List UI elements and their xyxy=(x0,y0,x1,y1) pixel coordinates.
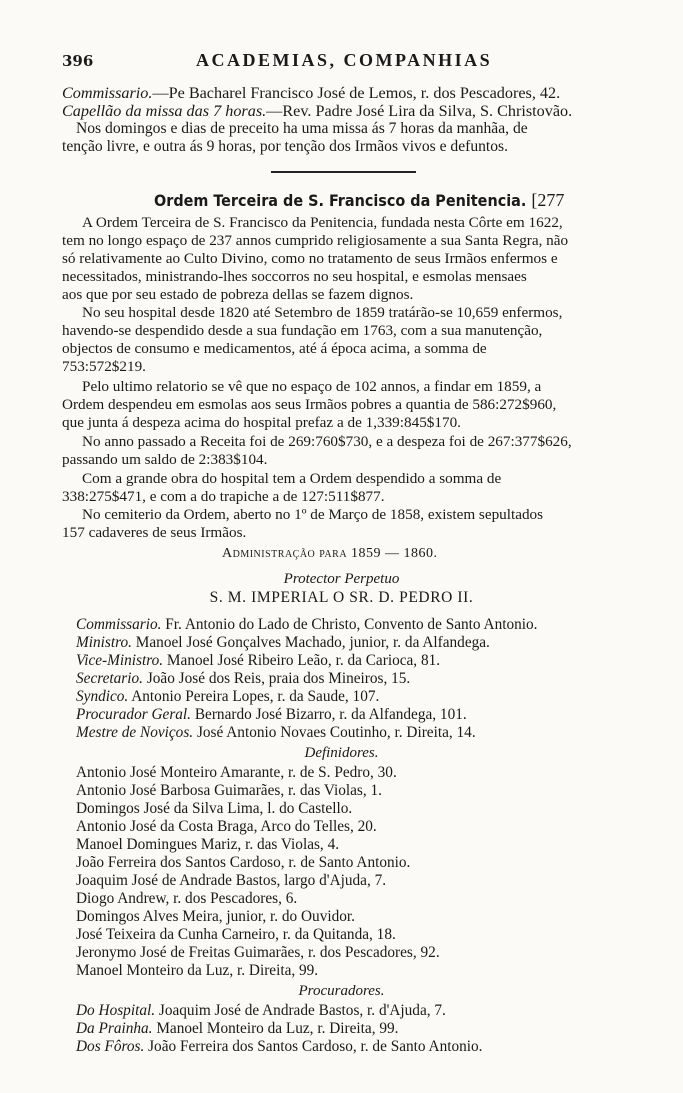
definidor-entry: Antonio José Barbosa Guimarães, r. das Violas, 1. xyxy=(76,782,382,799)
page-number: 396 xyxy=(62,52,94,70)
officer-entry: Commissario. Fr. Antonio do Lado de Christo, Convento de Santo Antonio. xyxy=(76,616,538,633)
definidor-entry: Domingos José da Silva Lima, l. do Castello. xyxy=(76,800,353,817)
procurador-entry: Do Hospital. Joaquim José de Andrade Bastos, r. d'Ajuda, 7. xyxy=(76,1002,446,1019)
entry-role: Commissario. xyxy=(62,84,153,102)
paragraph-line: objectos de consumo e medicamentos, até á época acima, a somma de xyxy=(62,340,487,357)
officer-entry: Secretario. João José dos Reis, praia dos Mineiros, 15. xyxy=(76,670,411,687)
paragraph-line: tem no longo espaço de 237 annos cumprido religiosamente a sua Santa Regra, não xyxy=(62,232,569,249)
paragraph-line: 753:572$219. xyxy=(62,358,146,375)
section-heading xyxy=(154,190,564,211)
definidor-entry: José Teixeira da Cunha Carneiro, r. da Quitanda, 18. xyxy=(76,926,396,943)
definidor-entry: Manoel Domingues Mariz, r. das Violas, 4. xyxy=(76,836,340,853)
paragraph-line: A Ordem Terceira de S. Francisco da Penitencia, fundada nesta Côrte em 1622, xyxy=(82,214,563,231)
paragraph-line: 157 cadaveres de seus Irmãos. xyxy=(62,524,247,541)
top-entry xyxy=(62,84,560,102)
paragraph-line: só relativamente ao Culto Divino, como no tratamento de seus Irmãos enfermos e xyxy=(62,250,558,267)
definidor-entry: Manoel Monteiro da Luz, r. Direita, 99. xyxy=(76,962,319,979)
paragraph-line: tenção livre, e outra ás 9 horas, por tenção dos Irmãos vivos e defuntos. xyxy=(62,138,509,155)
officer-entry: Mestre de Noviços. José Antonio Novaes Coutinho, r. Direita, 14. xyxy=(76,724,476,741)
paragraph-line: aos que por seu estado de pobreza dellas se fazem dignos. xyxy=(62,286,414,303)
definidor-entry: Diogo Andrew, r. dos Pescadores, 6. xyxy=(76,890,298,907)
entry-role: Capellão da missa das 7 horas. xyxy=(62,102,267,120)
definidor-entry: Antonio José da Costa Braga, Arco do Telles, 20. xyxy=(76,818,377,835)
paragraph-line: Pelo ultimo relatorio se vê que no espaço de 102 annos, a findar em 1859, a xyxy=(82,378,542,395)
definidores-title: Definidores. xyxy=(304,745,379,761)
paragraph-line: Com a grande obra do hospital tem a Ordem despendido a somma de xyxy=(82,470,502,487)
entry-text: —Pe Bacharel Francisco José de Lemos, r. dos Pescadores, 42. xyxy=(152,84,561,102)
procuradores-title: Procuradores. xyxy=(298,983,385,999)
paragraph-line: que junta á despeza acima do hospital prefaz a de 1,339:845$170. xyxy=(62,414,461,431)
officer-entry: Vice-Ministro. Manoel José Ribeiro Leão, r. da Carioca, 81. xyxy=(76,652,441,669)
section-title: Ordem Terceira de S. Francisco da Penitencia. xyxy=(154,191,527,210)
paragraph-line: Ordem despendeu em esmolas aos seus Irmãos pobres a quantia de 586:272$960, xyxy=(62,396,557,413)
definidor-entry: Joaquim José de Andrade Bastos, largo d'Ajuda, 7. xyxy=(76,872,387,889)
protector-title: Protector Perpetuo xyxy=(283,571,400,587)
running-title: ACADEMIAS, COMPANHIAS xyxy=(196,50,493,70)
protector-name: S. M. IMPERIAL O SR. D. PEDRO II. xyxy=(209,589,474,606)
definidor-entry: João Ferreira dos Santos Cardoso, r. de Santo Antonio. xyxy=(76,854,411,871)
paragraph-line: necessitados, ministrando-lhes soccorros no seu hospital, e esmolas mensaes xyxy=(62,268,527,285)
section-number: [277 xyxy=(531,190,565,210)
officer-entry: Syndico. Antonio Pereira Lopes, r. da Saude, 107. xyxy=(76,688,380,705)
paragraph-line: havendo-se despendido desde a sua fundação em 1763, com a sua manutenção, xyxy=(62,322,543,339)
top-entry xyxy=(62,102,572,120)
paragraph-line: passando um saldo de 2:383$104. xyxy=(62,451,268,468)
paragraph-line: No seu hospital desde 1820 até Setembro de 1859 tratárão-se 10,659 enfermos, xyxy=(82,304,563,321)
procurador-entry: Da Prainha. Manoel Monteiro da Luz, r. Direita, 99. xyxy=(76,1020,399,1037)
officer-entry: Ministro. Manoel José Gonçalves Machado, junior, r. da Alfandega. xyxy=(76,634,490,651)
paragraph-line: No cemiterio da Ordem, aberto no 1º de Março de 1858, existem sepultados xyxy=(82,506,544,523)
running-header xyxy=(0,52,683,72)
definidor-entry: Domingos Alves Meira, junior, r. do Ouvidor. xyxy=(76,908,355,925)
definidor-entry: Antonio José Monteiro Amarante, r. de S. Pedro, 30. xyxy=(76,764,397,781)
section-divider xyxy=(271,171,416,173)
procurador-entry: Dos Fôros. João Ferreira dos Santos Cardoso, r. de Santo Antonio. xyxy=(76,1038,483,1055)
paragraph-line: Nos domingos e dias de preceito ha uma missa ás 7 horas da manhãa, de xyxy=(76,120,528,137)
paragraph-line: No anno passado a Receita foi de 269:760$730, e a despeza foi de 267:377$626, xyxy=(82,433,572,450)
officer-entry: Procurador Geral. Bernardo José Bizarro, r. da Alfandega, 101. xyxy=(76,706,467,723)
administration-heading: Administração para 1859 — 1860. xyxy=(222,546,438,561)
definidor-entry: Jeronymo José de Freitas Guimarães, r. dos Pescadores, 92. xyxy=(76,944,440,961)
entry-text: —Rev. Padre José Lira da Silva, S. Christovão. xyxy=(266,102,573,120)
paragraph-line: 338:275$471, e com a do trapiche a de 127:511$877. xyxy=(62,488,385,505)
